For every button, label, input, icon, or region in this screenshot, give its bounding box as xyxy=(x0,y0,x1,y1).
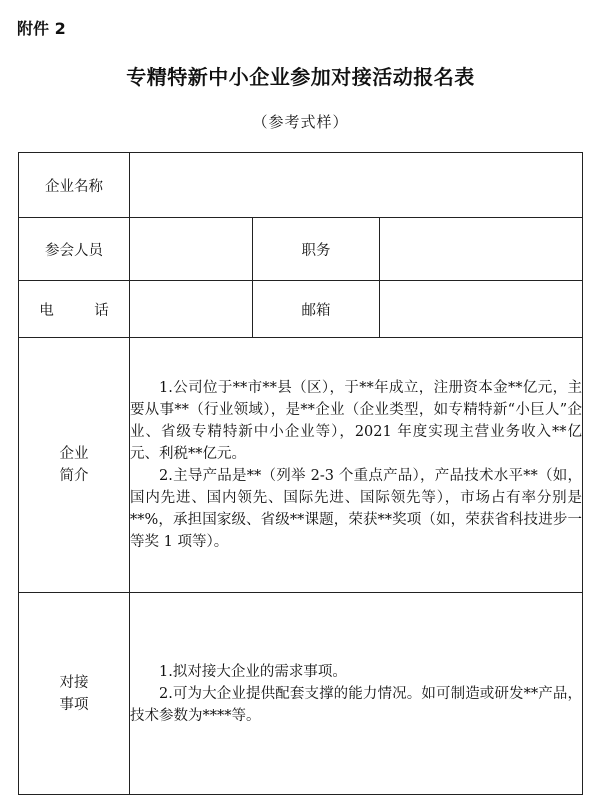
row-company-name xyxy=(19,153,583,218)
row-matters xyxy=(19,593,583,795)
row-attendee xyxy=(19,218,583,281)
email-field[interactable] xyxy=(380,281,583,338)
row-company-intro xyxy=(19,338,583,593)
phone-label: 电 话 xyxy=(19,281,130,338)
company-intro-content[interactable] xyxy=(130,338,583,593)
company-name-field[interactable] xyxy=(130,153,583,218)
email-label: 邮箱 xyxy=(253,281,380,338)
page-subtitle: （参考式样） xyxy=(252,113,349,131)
position-label: 职务 xyxy=(253,218,380,281)
company-intro-label-line2: 简介 xyxy=(59,468,89,484)
company-intro-label-line1: 企业 xyxy=(59,446,89,462)
company-intro-label xyxy=(19,338,130,593)
company-intro-paragraph-2: 2.主导产品是**（列举 2-3 个重点产品），产品技术水平**（如，国内先进、国内领先、国际先进、国际领先等），市场占有率分别是**%，承担国家级、省级**课题，荣获**奖项（如，荣获省科技进步一等奖 1 项等）。 xyxy=(130,468,582,550)
matters-paragraph-1: 1.拟对接大企业的需求事项。 xyxy=(159,663,347,680)
matters-label-line2: 事项 xyxy=(59,696,89,713)
attendee-field[interactable] xyxy=(130,218,253,281)
position-field[interactable] xyxy=(380,218,583,281)
company-name-label: 企业名称 xyxy=(19,153,130,218)
row-phone xyxy=(19,281,583,338)
page-title: 专精特新中小企业参加对接活动报名表 xyxy=(126,65,475,89)
matters-paragraph-2: 2.可为大企业提供配套支撑的能力情况。如可制造或研发**产品，技术参数为****等。 xyxy=(130,685,582,724)
registration-form-table xyxy=(18,152,583,795)
attendee-label: 参会人员 xyxy=(19,218,130,281)
company-intro-paragraph-1: 1.公司位于**市**县（区），于**年成立，注册资本金**亿元，主要从事**（行业领域），是**企业（企业类型，如专精特新“小巨人”企业、省级专精特新中小企业等），2021 年度实现主营业务收入**亿元、利税**亿元。 xyxy=(130,380,582,462)
matters-content[interactable] xyxy=(130,593,583,795)
attachment-label: 附件 2 xyxy=(17,19,66,38)
matters-label xyxy=(19,593,130,795)
phone-field[interactable] xyxy=(130,281,253,338)
matters-label-line1: 对接 xyxy=(59,674,89,691)
